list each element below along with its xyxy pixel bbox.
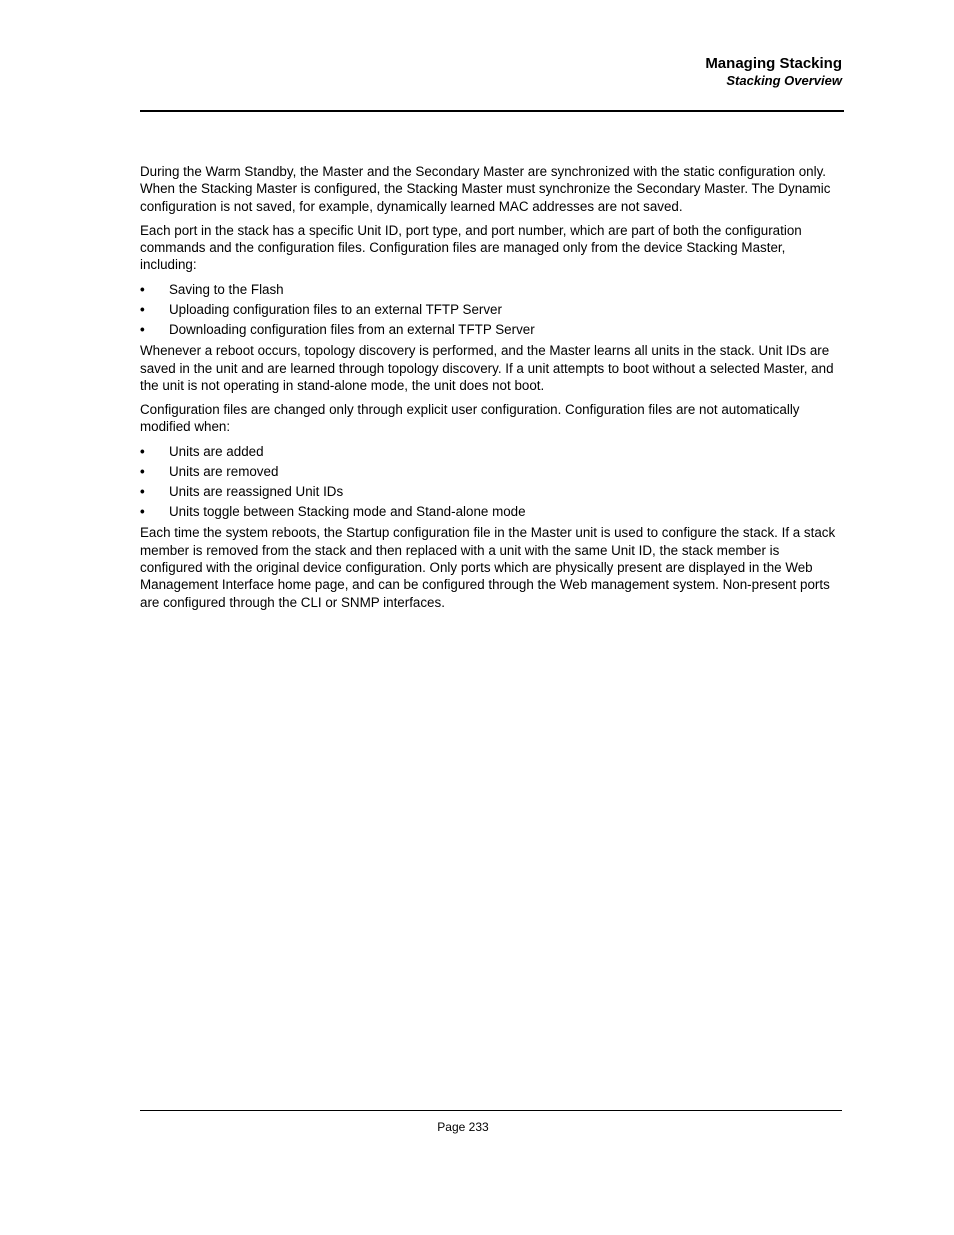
list-item-text: Units toggle between Stacking mode and Stand-alone mode: [169, 504, 526, 520]
list-item-text: Saving to the Flash: [169, 281, 284, 297]
list-item-text: Units are removed: [169, 463, 279, 479]
list-item: [140, 301, 844, 318]
bullet-icon: •: [140, 443, 145, 459]
footer-divider: [140, 1110, 842, 1111]
page-number: Page 233: [437, 1120, 489, 1134]
list-item: [140, 483, 844, 500]
bullet-icon: •: [140, 321, 145, 337]
paragraph-port-identity: Each port in the stack has a specific Unit ID, port type, and port number, which are part of both the configuration commands and the configuration files. Configuration files are managed only from the device Stacking Master, including:: [140, 222, 802, 273]
list-item-text: Units are added: [169, 443, 264, 459]
paragraph-startup-config: Each time the system reboots, the Startup configuration file in the Master unit is used to configure the stack. If a stack member is removed from the stack and then replaced with a unit with the same Unit ID, the stack member is configured with the original device configuration. Only ports which are physically present are displayed in the Web Management Interface home page, and can be configured through the Web management system. Non-present ports are configured through the CLI or SNMP interfaces.: [140, 525, 836, 610]
page-body: [140, 163, 844, 618]
bullet-icon: •: [140, 281, 145, 297]
list-item-text: Downloading configuration files from an external TFTP Server: [169, 321, 535, 337]
header-divider: [140, 110, 844, 112]
list-item: [140, 503, 844, 520]
list-item-text: Uploading configuration files to an external TFTP Server: [169, 301, 502, 317]
bullet-icon: •: [140, 463, 145, 479]
unchanged-conditions-list: [140, 443, 844, 521]
list-item: [140, 463, 844, 480]
chapter-title: Managing Stacking: [705, 55, 842, 72]
paragraph-config-changes: Configuration files are changed only through explicit user configuration. Configuration files are not automatically modified when:: [140, 402, 800, 435]
list-item: [140, 443, 844, 460]
paragraph-reboot-topology: Whenever a reboot occurs, topology discovery is performed, and the Master learns all units in the stack. Unit IDs are saved in the unit and are learned through topology discovery. If a unit attempts to boot without a selected Master, and the unit is not operating in stand-alone mode, the unit does not boot.: [140, 343, 834, 393]
running-header: [705, 55, 842, 89]
bullet-icon: •: [140, 301, 145, 317]
list-item: [140, 321, 844, 338]
section-title: Stacking Overview: [726, 73, 842, 88]
config-file-management-list: [140, 281, 844, 338]
paragraph-warm-standby: During the Warm Standby, the Master and the Secondary Master are synchronized with the static configuration only. When the Stacking Master is configured, the Stacking Master must synchronize the Secondary Master. The Dynamic configuration is not saved, for example, dynamically learned MAC addresses are not saved.: [140, 164, 831, 214]
bullet-icon: •: [140, 483, 145, 499]
list-item-text: Units are reassigned Unit IDs: [169, 483, 344, 499]
list-item: [140, 281, 844, 298]
bullet-icon: •: [140, 504, 145, 520]
